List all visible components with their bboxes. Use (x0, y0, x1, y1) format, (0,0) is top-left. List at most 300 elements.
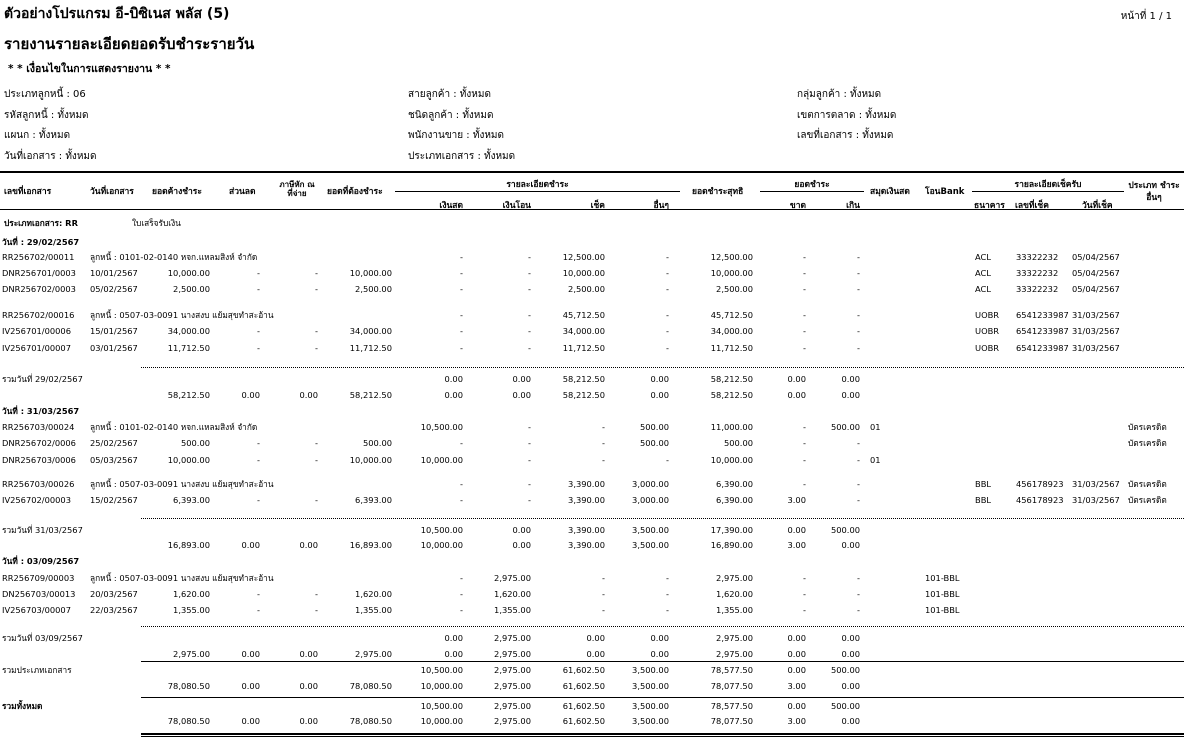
cell-bank: ACL (975, 252, 991, 262)
cell-short: 3.00 (787, 540, 806, 550)
cell-transfer: 2,975.00 (494, 665, 531, 675)
col-net: ยอดชำระสุทธิ (692, 187, 744, 197)
cell-doc-no: วันที่ : 31/03/2567 (2, 406, 80, 416)
cell-cash: 10,500.00 (420, 701, 463, 711)
condition-salesperson: พนักงานขาย : ทั้งหมด (408, 130, 505, 141)
cell-short: - (803, 252, 806, 262)
cell-wht: - (315, 438, 318, 448)
cell-cheque-no: 6541233987 (1016, 343, 1069, 353)
cell-bank: ACL (975, 284, 991, 294)
cell-transfer: - (528, 495, 531, 505)
cell-cheque: 0.00 (586, 633, 605, 643)
cell-cheque-no: 6541233987 (1016, 310, 1069, 320)
cell-doc-no: DNR256702/0006 (2, 438, 76, 448)
cell-payable: 58,212.50 (349, 390, 392, 400)
cell-over: - (857, 310, 860, 320)
cell-payable: 1,355.00 (355, 605, 392, 615)
col-other: อื่นๆ (653, 201, 669, 211)
condition-doc-date: วันที่เอกสาร : ทั้งหมด (4, 151, 97, 162)
cell-other: 3,500.00 (632, 681, 669, 691)
cell-bankbook: 01 (870, 422, 881, 432)
cell-transfer: 0.00 (512, 525, 531, 535)
cell-doc-no: RR256703/00024 (2, 422, 75, 432)
cell-other: 0.00 (650, 390, 669, 400)
cell-cash: 0.00 (444, 374, 463, 384)
cell-discount: - (257, 438, 260, 448)
cheque-detail-rule (972, 191, 1124, 192)
cell-transfer: 0.00 (512, 390, 531, 400)
cell-over: - (857, 479, 860, 489)
cell-payable: 78,080.50 (349, 716, 392, 726)
cell-short: 0.00 (787, 665, 806, 675)
cell-net: 17,390.00 (710, 525, 753, 535)
col-bankbook: สมุดเงินสด (870, 187, 910, 197)
cell-cash: 10,500.00 (420, 525, 463, 535)
cell-short: - (803, 573, 806, 583)
col-payable: ยอดที่ต้องชำระ (327, 187, 383, 197)
cell-outstanding: 6,393.00 (173, 495, 210, 505)
cell-doc-date: 05/03/2567 (90, 455, 138, 465)
cell-over: - (857, 284, 860, 294)
cell-cheque-no: 456178923 (1016, 495, 1064, 505)
cell-doc-no: รวมวันที่ 31/03/2567 (2, 525, 83, 535)
cell-doc-no: DNR256703/0006 (2, 455, 76, 465)
cell-doc-no: DNR256701/0003 (2, 268, 76, 278)
cell-other: 500.00 (639, 422, 669, 432)
cell-other: - (666, 589, 669, 599)
cell-transfer: - (528, 422, 531, 432)
cell-payable: 34,000.00 (349, 326, 392, 336)
cell-doc-no: DN256703/00013 (2, 589, 76, 599)
cell-doc-date: 03/01/2567 (90, 343, 138, 353)
cell-discount: - (257, 343, 260, 353)
cell-wht: - (315, 284, 318, 294)
cell-cheque-date: 31/03/2567 (1072, 326, 1120, 336)
cell-cheque: 61,602.50 (562, 716, 605, 726)
cell-over: 0.00 (841, 649, 860, 659)
cell-transfer: - (528, 438, 531, 448)
cell-cash: 10,500.00 (420, 422, 463, 432)
cell-doc-no: IV256701/00007 (2, 343, 71, 353)
col-transfer-bank: โอนBank (925, 187, 965, 197)
cell-net: 2,975.00 (716, 573, 753, 583)
condition-doc-type: ประเภทเอกสาร : ทั้งหมด (408, 151, 516, 162)
cell-cash: - (460, 495, 463, 505)
cell-cheque: - (602, 605, 605, 615)
col-transfer: เงินโอน (502, 201, 531, 211)
cell-over: 500.00 (830, 665, 860, 675)
cell-short: 3.00 (787, 495, 806, 505)
cell-doc-date: ลูกหนี้ : 0101-02-0140 หจก.แหลมสิงห์ จำกัด (90, 422, 258, 432)
condition-debtor-code: รหัสลูกหนี้ : ทั้งหมด (4, 110, 89, 121)
cell-discount: - (257, 268, 260, 278)
cell-over: - (857, 438, 860, 448)
cell-other: 0.00 (650, 649, 669, 659)
cell-discount: 0.00 (241, 540, 260, 550)
cell-cheque: 61,602.50 (562, 681, 605, 691)
col-cheque-no: เลขที่เช็ค (1015, 201, 1049, 211)
cell-cheque: 61,602.50 (562, 665, 605, 675)
cell-wht: - (315, 268, 318, 278)
cell-net: 78,077.50 (710, 716, 753, 726)
col-short: ขาด (789, 201, 806, 211)
cell-wht: 0.00 (299, 649, 318, 659)
cell-transfer: 2,975.00 (494, 701, 531, 711)
cell-net: 12,500.00 (710, 252, 753, 262)
cell-doc-date: 25/02/2567 (90, 438, 138, 448)
cell-discount: 0.00 (241, 681, 260, 691)
pay-amount-rule (760, 191, 864, 192)
cell-transfer: 2,975.00 (494, 649, 531, 659)
cell-cheque: 12,500.00 (562, 252, 605, 262)
cell-over: - (857, 495, 860, 505)
cell-discount: - (257, 455, 260, 465)
company-title: ตัวอย่างโปรแกรม อี-บิซิเนส พลัส (5) (4, 6, 230, 22)
cell-doc-date: 22/03/2567 (90, 605, 138, 615)
cell-other: - (666, 310, 669, 320)
header-top-rule (0, 171, 1184, 173)
cell-short: - (803, 422, 806, 432)
condition-customer-line: สายลูกค้า : ทั้งหมด (408, 89, 491, 100)
cell-transfer: - (528, 343, 531, 353)
cell-short: - (803, 438, 806, 448)
cell-short: - (803, 343, 806, 353)
cell-other: 3,500.00 (632, 701, 669, 711)
cell-cash: - (460, 310, 463, 320)
cell-cash: 0.00 (444, 390, 463, 400)
cell-doc-no: วันที่ : 03/09/2567 (2, 556, 80, 566)
cell-other: 3,000.00 (632, 479, 669, 489)
cell-other: - (666, 284, 669, 294)
cell-wht: - (315, 343, 318, 353)
cell-cash: 10,000.00 (420, 455, 463, 465)
cell-other: - (666, 573, 669, 583)
cell-doc-date: 20/03/2567 (90, 589, 138, 599)
cell-doc-no: วันที่ : 29/02/2567 (2, 237, 80, 247)
cell-cash: 10,000.00 (420, 681, 463, 691)
cell-net: 78,077.50 (710, 681, 753, 691)
cell-transfer: 2,975.00 (494, 681, 531, 691)
cell-transfer-bank: 101-BBL (925, 573, 960, 583)
cell-cheque-date: 05/04/2567 (1072, 252, 1120, 262)
cell-wht: 0.00 (299, 540, 318, 550)
cell-doc-date: ลูกหนี้ : 0507-03-0091 นางสงบ แย้มสุขทำสะอ้าน (90, 310, 274, 320)
cell-cheque-no: 456178923 (1016, 479, 1064, 489)
cell-cash: 0.00 (444, 649, 463, 659)
cell-other: 3,500.00 (632, 716, 669, 726)
cell-transfer: - (528, 252, 531, 262)
cell-doc-date: 15/01/2567 (90, 326, 138, 336)
cell-outstanding: 500.00 (180, 438, 210, 448)
condition-customer-group: กลุ่มลูกค้า : ทั้งหมด (797, 89, 882, 100)
cell-doc-no: IV256702/00003 (2, 495, 71, 505)
cell-over: 0.00 (841, 374, 860, 384)
cell-discount: 0.00 (241, 649, 260, 659)
grand-total-underline (141, 736, 1184, 737)
cell-other: 3,500.00 (632, 525, 669, 535)
cell-transfer: 0.00 (512, 374, 531, 384)
cell-outstanding: 11,712.50 (167, 343, 210, 353)
cell-bank: UOBR (975, 310, 1000, 320)
cell-short: 0.00 (787, 374, 806, 384)
cell-cheque: 3,390.00 (568, 495, 605, 505)
cell-doc-no: RR256703/00026 (2, 479, 75, 489)
cell-payable: 16,893.00 (349, 540, 392, 550)
cell-outstanding: 2,500.00 (173, 284, 210, 294)
col-other-type: ประเภท ชำระอื่นๆ (1128, 181, 1180, 203)
col-pay-detail: รายละเอียดชำระ (506, 180, 569, 190)
cell-transfer: 2,975.00 (494, 716, 531, 726)
cell-discount: - (257, 605, 260, 615)
page-number: หน้าที่ 1 / 1 (1120, 11, 1172, 22)
header-bottom-rule (0, 209, 1184, 210)
cell-wht: - (315, 326, 318, 336)
cell-net: 2,975.00 (716, 633, 753, 643)
cell-outstanding: 1,620.00 (173, 589, 210, 599)
cell-transfer: 2,975.00 (494, 573, 531, 583)
cell-over: - (857, 589, 860, 599)
condition-market-zone: เขตการตลาด : ทั้งหมด (797, 110, 897, 121)
cell-wht: 0.00 (299, 390, 318, 400)
cell-cheque: - (602, 455, 605, 465)
cell-over: 0.00 (841, 390, 860, 400)
cell-over: - (857, 343, 860, 353)
col-cheque-date: วันที่เช็ค (1082, 201, 1113, 211)
cell-discount: - (257, 326, 260, 336)
cell-outstanding: 1,355.00 (173, 605, 210, 615)
col-doc-date: วันที่เอกสาร (90, 187, 134, 197)
cell-over: 0.00 (841, 716, 860, 726)
cell-wht: 0.00 (299, 681, 318, 691)
cell-over: - (857, 605, 860, 615)
cell-net: 1,620.00 (716, 589, 753, 599)
cell-doc-date: 15/02/2567 (90, 495, 138, 505)
cell-cheque-no: 33322232 (1016, 252, 1059, 262)
cell-over: - (857, 326, 860, 336)
cell-net: 11,712.50 (710, 343, 753, 353)
cell-net: 10,000.00 (710, 455, 753, 465)
cell-cheque: 58,212.50 (562, 390, 605, 400)
cell-cash: - (460, 326, 463, 336)
cell-cheque-date: 31/03/2567 (1072, 310, 1120, 320)
cell-transfer: - (528, 268, 531, 278)
report-title: รายงานรายละเอียดยอดรับชำระรายวัน (4, 35, 255, 53)
cell-over: - (857, 268, 860, 278)
cell-cheque: 34,000.00 (562, 326, 605, 336)
grand-total-rule (141, 697, 1184, 698)
doc-type-label: ประเภทเอกสาร: RR (4, 218, 78, 228)
cell-doc-no: RR256702/00016 (2, 310, 75, 320)
cell-cheque: 0.00 (586, 649, 605, 659)
cell-cheque: - (602, 573, 605, 583)
cell-doc-no: RR256709/00003 (2, 573, 75, 583)
cell-net: 78,577.50 (710, 665, 753, 675)
cell-cash: - (460, 589, 463, 599)
doc-type-name: ใบเสร็จรับเงิน (132, 218, 181, 228)
cell-transfer: - (528, 326, 531, 336)
cell-over: 500.00 (830, 525, 860, 535)
cell-doc-date: ลูกหนี้ : 0507-03-0091 นางสงบ แย้มสุขทำสะอ้าน (90, 573, 274, 583)
cell-other: - (666, 326, 669, 336)
cell-outstanding: 10,000.00 (167, 455, 210, 465)
cell-doc-date: ลูกหนี้ : 0507-03-0091 นางสงบ แย้มสุขทำสะอ้าน (90, 479, 274, 489)
cell-cash: - (460, 438, 463, 448)
cell-cheque-date: 05/04/2567 (1072, 284, 1120, 294)
cell-doc-no: DNR256702/0003 (2, 284, 76, 294)
pay-detail-rule (395, 191, 680, 192)
cell-net: 1,355.00 (716, 605, 753, 615)
cell-cheque: 2,500.00 (568, 284, 605, 294)
cell-cheque: - (602, 589, 605, 599)
cell-short: 0.00 (787, 525, 806, 535)
cell-payable: 500.00 (362, 438, 392, 448)
cell-cheque: - (602, 422, 605, 432)
cell-cheque: 45,712.50 (562, 310, 605, 320)
cell-other: - (666, 605, 669, 615)
cell-short: - (803, 268, 806, 278)
cell-cheque: 3,390.00 (568, 525, 605, 535)
cell-cheque-date: 31/03/2567 (1072, 479, 1120, 489)
col-bank: ธนาคาร (974, 201, 1005, 211)
cell-other: 0.00 (650, 374, 669, 384)
cell-cash: - (460, 284, 463, 294)
cell-outstanding: 78,080.50 (167, 681, 210, 691)
cell-net: 500.00 (723, 438, 753, 448)
condition-doc-no: เลขที่เอกสาร : ทั้งหมด (797, 130, 894, 141)
cell-net: 6,390.00 (716, 479, 753, 489)
cell-transfer: 0.00 (512, 540, 531, 550)
cell-short: - (803, 284, 806, 294)
cell-cheque: 3,390.00 (568, 479, 605, 489)
cell-other: 3,000.00 (632, 495, 669, 505)
cell-doc-no: รวมวันที่ 29/02/2567 (2, 374, 83, 384)
cell-cheque-no: 6541233987 (1016, 326, 1069, 336)
cell-cash: - (460, 605, 463, 615)
cell-outstanding: 16,893.00 (167, 540, 210, 550)
cell-doc-date: ลูกหนี้ : 0101-02-0140 หจก.แหลมสิงห์ จำกัด (90, 252, 258, 262)
cell-over: 0.00 (841, 681, 860, 691)
cell-transfer: - (528, 284, 531, 294)
col-cheque-detail: รายละเอียดเช็ครับ (1014, 180, 1082, 190)
cell-short: 0.00 (787, 390, 806, 400)
col-cheque: เช็ค (590, 201, 605, 211)
conditions-title: * * เงื่อนไขในการแสดงรายงาน * * (8, 63, 171, 75)
cell-net: 6,390.00 (716, 495, 753, 505)
cell-cash: - (460, 252, 463, 262)
doc-type-total-rule (141, 661, 1184, 662)
cell-payable: 1,620.00 (355, 589, 392, 599)
cell-cash: - (460, 573, 463, 583)
col-pay-amount: ยอดชำระ (794, 180, 830, 190)
cell-net: 34,000.00 (710, 326, 753, 336)
cell-other: 0.00 (650, 633, 669, 643)
cell-wht: - (315, 589, 318, 599)
cell-cash: 10,500.00 (420, 665, 463, 675)
cell-cash: 10,000.00 (420, 540, 463, 550)
cell-wht: 0.00 (299, 716, 318, 726)
cell-transfer-bank: 101-BBL (925, 589, 960, 599)
cell-payable: 78,080.50 (349, 681, 392, 691)
cell-over: - (857, 455, 860, 465)
cell-other: 3,500.00 (632, 665, 669, 675)
cell-payable: 10,000.00 (349, 455, 392, 465)
cell-transfer: - (528, 310, 531, 320)
cell-doc-date: 10/01/2567 (90, 268, 138, 278)
cell-over: 0.00 (841, 540, 860, 550)
cell-discount: - (257, 495, 260, 505)
cell-short: 0.00 (787, 633, 806, 643)
cell-cheque-no: 33322232 (1016, 268, 1059, 278)
cell-doc-no: รวมวันที่ 03/09/2567 (2, 633, 83, 643)
cell-over: - (857, 252, 860, 262)
cell-cash: - (460, 343, 463, 353)
cell-discount: 0.00 (241, 716, 260, 726)
cell-net: 45,712.50 (710, 310, 753, 320)
cell-short: 3.00 (787, 681, 806, 691)
cell-doc-no: RR256702/00011 (2, 252, 75, 262)
subtotal-rule (141, 626, 1184, 627)
cell-payable: 2,975.00 (355, 649, 392, 659)
cell-other-type: บัตรเครดิต (1128, 495, 1167, 505)
cell-payable: 11,712.50 (349, 343, 392, 353)
cell-other: - (666, 252, 669, 262)
col-doc-no: เลขที่เอกสาร (4, 187, 52, 197)
cell-doc-no: รวมทั้งหมด (2, 701, 43, 711)
cell-cheque-date: 31/03/2567 (1072, 495, 1120, 505)
col-wht: ภาษีหัก ณ ที่จ่าย (279, 180, 315, 198)
col-cash: เงินสด (439, 201, 463, 211)
condition-customer-kind: ชนิดลูกค้า : ทั้งหมด (408, 110, 494, 121)
cell-short: - (803, 589, 806, 599)
cell-cheque: 58,212.50 (562, 374, 605, 384)
cell-other: - (666, 268, 669, 278)
cell-bank: BBL (975, 495, 992, 505)
cell-discount: - (257, 284, 260, 294)
cell-over: 500.00 (830, 701, 860, 711)
cell-net: 78,577.50 (710, 701, 753, 711)
cell-other: - (666, 343, 669, 353)
cell-short: 3.00 (787, 716, 806, 726)
cell-cash: 0.00 (444, 633, 463, 643)
cell-cheque: - (602, 438, 605, 448)
cell-wht: - (315, 455, 318, 465)
cell-other: 3,500.00 (632, 540, 669, 550)
grand-total-underline (141, 733, 1184, 735)
col-discount: ส่วนลด (229, 187, 256, 197)
cell-short: - (803, 310, 806, 320)
cell-other: 500.00 (639, 438, 669, 448)
cell-bankbook: 01 (870, 455, 881, 465)
cell-doc-no: รวมประเภทเอกสาร (2, 665, 72, 675)
cell-short: 0.00 (787, 649, 806, 659)
cell-outstanding: 58,212.50 (167, 390, 210, 400)
cell-other-type: บัตรเครดิต (1128, 422, 1167, 432)
cell-short: 0.00 (787, 701, 806, 711)
cell-outstanding: 34,000.00 (167, 326, 210, 336)
cell-doc-date: 05/02/2567 (90, 284, 138, 294)
condition-debtor-type: ประเภทลูกหนี้ : 06 (4, 89, 86, 100)
cell-bank: BBL (975, 479, 992, 489)
cell-transfer: - (528, 455, 531, 465)
cell-cash: 10,000.00 (420, 716, 463, 726)
col-outstanding: ยอดค้างชำระ (152, 187, 202, 197)
cell-net: 16,890.00 (710, 540, 753, 550)
cell-discount: - (257, 589, 260, 599)
cell-doc-no: IV256703/00007 (2, 605, 71, 615)
cell-transfer-bank: 101-BBL (925, 605, 960, 615)
cell-cash: - (460, 268, 463, 278)
cell-other-type: บัตรเครดิต (1128, 438, 1167, 448)
